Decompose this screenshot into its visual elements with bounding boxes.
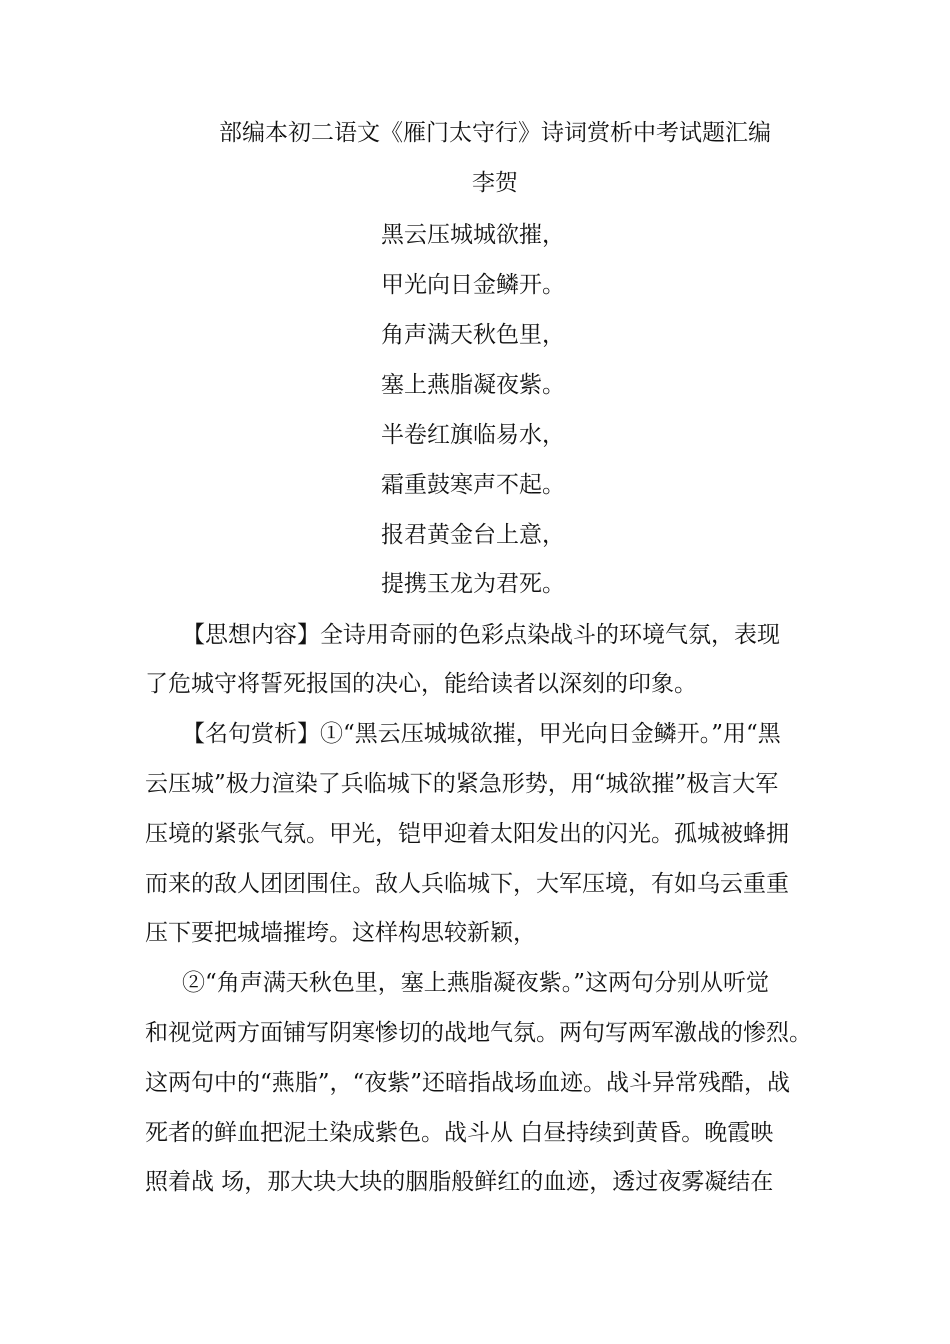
poem-line: 塞上燕脂凝夜紫。: [381, 372, 565, 398]
famous-lines-line: 压境的紧张气氛。甲光，铠甲迎着太阳发出的闪光。孤城被蜂拥: [145, 821, 789, 847]
famous-lines-line: 云压城”极力渲染了兵临城下的紧急形势，用“城欲摧”极言大军: [145, 771, 779, 797]
document-title: 部编本初二语文《雁门太守行》诗词赏析中考试题汇编: [219, 120, 771, 146]
poem-author: 李贺: [472, 170, 518, 196]
poem-line: 角声满天秋色里，: [381, 322, 565, 348]
poem-line: 报君黄金台上意，: [381, 522, 565, 548]
famous-lines-line: ②“角声满天秋色里，塞上燕脂凝夜紫。”这两句分别从听觉: [182, 970, 770, 996]
famous-lines-line: 照着战 场，那大块大块的胭脂般鲜红的血迹，透过夜雾凝结在: [145, 1169, 774, 1195]
poem-line: 提携玉龙为君死。: [381, 571, 565, 597]
famous-lines-line: 压下要把城墙摧垮。这样构思较新颖，: [145, 920, 536, 946]
famous-lines-line: 和视觉两方面铺写阴寒惨切的战地气氛。两句写两军激战的惨烈。: [145, 1020, 812, 1046]
poem-line: 黑云压城城欲摧，: [381, 222, 565, 248]
poem-line: 甲光向日金鳞开。: [381, 272, 565, 298]
thought-content-line: 了危城守将誓死报国的决心，能给读者以深刻的印象。: [145, 671, 697, 697]
famous-lines-line: 【名句赏析】①“黑云压城城欲摧，甲光向日金鳞开。”用“黑: [182, 721, 781, 747]
poem-line: 霜重鼓寒声不起。: [381, 472, 565, 498]
famous-lines-line: 死者的鲜血把泥土染成紫色。战斗从 白昼持续到黄昏。晚霞映: [145, 1120, 774, 1146]
famous-lines-line: 这两句中的“燕脂”，“夜紫”还暗指战场血迹。战斗异常残酷，战: [145, 1070, 791, 1096]
famous-lines-line: 而来的敌人团团围住。敌人兵临城下，大军压境，有如乌云重重: [145, 871, 789, 897]
thought-content-line: 【思想内容】全诗用奇丽的色彩点染战斗的环境气氛，表现: [182, 622, 780, 648]
poem-line: 半卷红旗临易水，: [381, 422, 565, 448]
